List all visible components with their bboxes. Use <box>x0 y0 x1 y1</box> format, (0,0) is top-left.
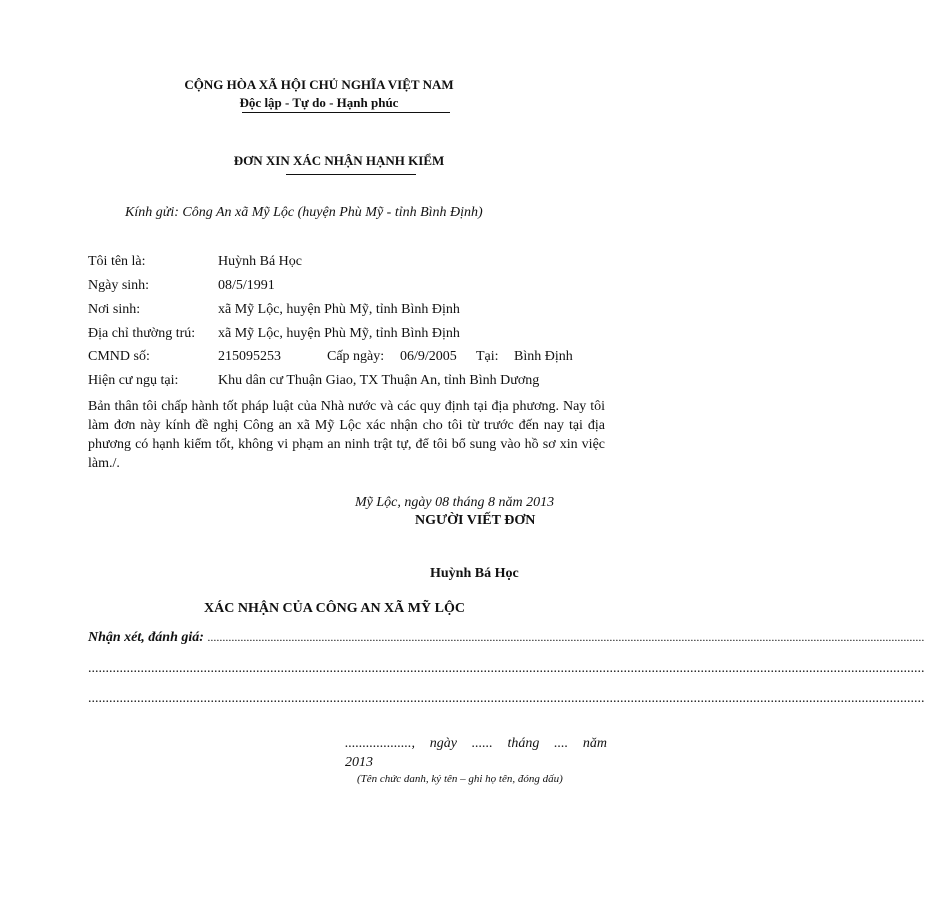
birthplace-value: xã Mỹ Lộc, huyện Phù Mỹ, tỉnh Bình Định <box>218 302 460 317</box>
comment-dots-line-2: ............................................................................................................................................................................................................................................... <box>88 661 925 676</box>
title-underline <box>286 174 416 175</box>
dob-label: Ngày sinh: <box>88 278 150 293</box>
signer-role: NGƯỜI VIẾT ĐƠN <box>415 513 536 528</box>
address-label: Địa chỉ thường trú: <box>88 326 196 341</box>
comment-line <box>88 630 925 646</box>
motto-underline <box>242 112 450 113</box>
signer-name: Huỳnh Bá Học <box>430 566 519 581</box>
date-month-dots: .... <box>554 736 569 751</box>
date-day-word: ngày <box>429 736 457 751</box>
address-value: xã Mỹ Lộc, huyện Phù Mỹ, tỉnh Bình Định <box>218 326 460 341</box>
confirm-year: 2013 <box>345 755 373 770</box>
name-value: Huỳnh Bá Học <box>218 254 302 269</box>
place-date: Mỹ Lộc, ngày 08 tháng 8 năm 2013 <box>355 495 555 510</box>
id-value: 215095253 <box>218 349 281 364</box>
date-month-word: tháng <box>507 736 540 751</box>
confirmation-title: XÁC NHẬN CỦA CÔNG AN XÃ MỸ LỘC <box>204 601 465 616</box>
date-day-dots: ...... <box>471 736 493 751</box>
comment-dots: ............................................................................................................................................................................................................................................... <box>207 630 925 644</box>
sign-note: (Tên chức danh, ký tên – ghi họ tên, đóng dấu) <box>357 773 563 785</box>
issue-place-value: Bình Định <box>514 349 573 364</box>
birthplace-label: Nơi sinh: <box>88 302 141 317</box>
issue-place-label: Tại: <box>476 349 499 364</box>
dob-value: 08/5/1991 <box>218 278 275 293</box>
body-paragraph: Bản thân tôi chấp hành tốt pháp luật của Nhà nước và các quy định tại địa phương. Nay tôi làm đơn này kính đề nghị Công an xã Mỹ Lộc xác nhận cho tôi từ trước đến nay tại địa phương có hạnh kiểm tốt, không vi phạm an ninh trật tự, để tôi bổ sung vào hồ sơ xin việc làm./. <box>88 399 605 471</box>
recipient-text: Kính gửi: Công An xã Mỹ Lộc (huyện Phù Mỹ - tỉnh Bình Định) <box>125 205 483 220</box>
document-title: ĐƠN XIN XÁC NHẬN HẠNH KIỂM <box>233 153 445 168</box>
country-name: CỘNG HÒA XÃ HỘI CHỦ NGHĨA VIỆT NAM <box>184 77 454 92</box>
confirm-date-line <box>345 736 607 752</box>
comment-label: Nhận xét, đánh giá: <box>88 630 204 645</box>
issue-date-label: Cấp ngày: <box>327 349 385 364</box>
issue-date-value: 06/9/2005 <box>400 349 457 364</box>
residence-label: Hiện cư ngụ tại: <box>88 373 179 388</box>
recipient-line <box>125 205 483 221</box>
name-label: Tôi tên là: <box>88 254 146 269</box>
residence-value: Khu dân cư Thuận Giao, TX Thuận An, tỉnh Bình Dương <box>218 373 540 388</box>
date-year-word: năm <box>582 736 607 751</box>
comment-dots-line-3: ............................................................................................................................................................................................................................................... <box>88 691 925 706</box>
id-label: CMND số: <box>88 349 150 364</box>
date-place-dots: ..................., <box>345 736 415 751</box>
national-motto: Độc lập - Tự do - Hạnh phúc <box>239 95 399 110</box>
